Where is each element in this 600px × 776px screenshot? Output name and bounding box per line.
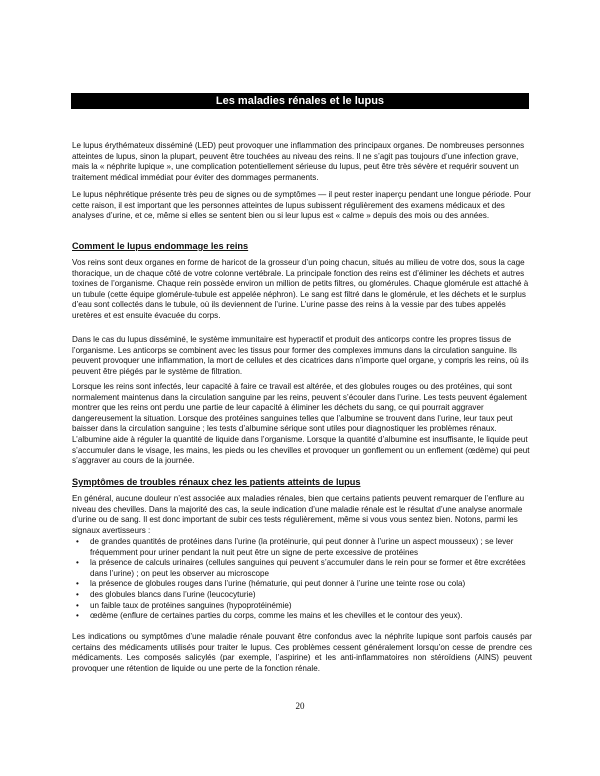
section1-paragraph-2 — [72, 335, 532, 377]
section1-paragraph-3 — [72, 382, 532, 467]
list-item — [76, 537, 532, 558]
list-item — [76, 558, 532, 579]
page-number: 20 — [295, 701, 305, 711]
section-heading: Symptômes de troubles rénaux chez les patients atteints de lupus — [72, 477, 361, 487]
section2-closing — [72, 632, 532, 674]
page-title: Les maladies rénales et le lupus — [71, 93, 529, 109]
list-item — [76, 589, 532, 601]
list-item-text: des globules blancs dans l’urine (leucocyturie) — [90, 589, 256, 599]
bullet-icon: • — [76, 600, 79, 610]
section2-intro — [72, 494, 532, 536]
section2-intro-text: En général, aucune douleur n’est associée aux maladies rénales, bien que certains patients peuvent remarquer de l’enflure au niveau des chevilles. Dans la majorité des cas, la seule indication d’une maladie rénale est le résultat d’une analyse anormale d’urine ou de sang. Il est donc important de subir ces tests régulièrement, même si vous vous sentez bien. Notons, parmi les signaux avertisseurs : — [72, 494, 525, 535]
intro-text-1: Le lupus érythémateux disséminé (LED) peut provoquer une inflammation des principaux organes. De nombreuses personnes atteintes de lupus, sinon la plupart, peuvent être touchées au niveau des reins. Il ne s’agit pas toujours d’une infection grave, mais la « néphrite lupique », une complication potentiellement sérieuse du lupus, peut être très sévère et requérir souvent un traitement médical immédiat pour éviter des dommages permanents. — [72, 141, 525, 182]
section-heading-symptoms — [72, 477, 532, 488]
section1-text-1: Vos reins sont deux organes en forme de haricot de la grosseur d’un poing chacun, situés au milieu de votre dos, sous la cage thoracique, un de chaque côté de votre colonne vertébrale. La principale fonction des reins est d’éliminer les déchets et autres toxines de l’organisme. Chaque rein possède environ un million de petits filtres, ou glomérules. Chaque glomérule est attaché à un tubule (cette équipe glomérule-tubule est appelée néphron). Le sang est filtré dans le glomérule, et les déchets et le surplus d’eau sont collectés dans le tubule, où ils deviennent de l’urine. L’urine passe des reins à la vessie par des tubes appelés uretères et est ensuite évacuée du corps. — [72, 258, 529, 320]
list-item-text: un faible taux de protéines sanguines (hypoprotéinémie) — [90, 600, 292, 610]
section-heading-kidneys — [72, 241, 532, 252]
symptom-list — [72, 537, 532, 622]
intro-paragraph-1 — [72, 141, 532, 183]
bullet-icon: • — [76, 611, 79, 621]
bullet-icon: • — [76, 589, 79, 599]
bullet-icon: • — [76, 558, 79, 568]
section1-text-3: Lorsque les reins sont infectés, leur capacité à faire ce travail est altérée, et des globules rouges ou des protéines, qui sont normalement maintenus dans la circulation sanguine par les reins, peuvent s’écouler dans l’urine. Les tests peuvent également montrer que les reins ont perdu une partie de leur capacité à éliminer les déchets du sang, ce qui pourrait aggraver dangereusement la situation. Lorsque des protéines sanguines telles que l’albumine se trouvent dans l’urine, leur taux peut baisser dans la circulation sanguine ; les tests d’albumine sérique sont utiles pour diagnostiquer les problèmes rénaux. L’albumine aide à réguler la quantité de liquide dans l’organisme. Lorsque la quantité d’albumine est insuffisante, le liquide peut s’accumuler dans le visage, les mains, les pieds ou les chevilles et provoquer un gonflement ou un enflement (œdème) qui peut s’aggraver au cours de la journée. — [72, 382, 530, 466]
section1-text-2: Dans le cas du lupus disséminé, le système immunitaire est hyperactif et produit des anticorps contre les propres tissus de l’organisme. Les anticorps se combinent avec les tissus pour former des complexes immuns dans la circulation sanguine. Ils peuvent provoquer une inflammation, la mort de cellules et des cicatrices dans n’importe quel organe, y compris les reins, où ils peuvent être piégés par le système de filtration. — [72, 335, 529, 376]
intro-paragraph-2 — [72, 190, 532, 222]
list-item — [76, 600, 532, 612]
section2-closing-text: Les indications ou symptômes d’une maladie rénale pouvant être confondus avec la néphrite lupique sont parfois causés par certains des médicaments utilisés pour traiter le lupus. Ces problèmes cessent généralement lorsqu’on cesse de prendre ces médicaments. Les composés salicylés (par exemple, l’aspirine) et les anti-inflammatoires non stéroïdiens (AINS) peuvent provoquer une rétention de liquide ou une perte de la fonction rénale. — [72, 632, 532, 673]
list-item-text: la présence de calculs urinaires (cellules sanguines qui peuvent s’accumuler dans le rein pour se former et être excrétées dans l’urine) ; on peut les observer au microscope — [90, 558, 526, 578]
list-item — [76, 579, 532, 590]
bullet-icon: • — [76, 537, 79, 546]
list-item-text: de grandes quantités de protéines dans l’urine (la protéinurie, qui peut donner à l’urine un aspect mousseux) ; se lever fréquemment pour uriner pendant la nuit peut être un signe de perte excessive de protéines — [90, 537, 514, 557]
list-item — [76, 611, 532, 622]
intro-text-2: Le lupus néphrétique présente très peu de signes ou de symptômes — il peut rester inaperçu pendant une longue période. Pour cette raison, il est important que les personnes atteintes de lupus subissent régulièrement des examens médicaux et des analyses d’urine, et ce, même si elles se sentent bien ou si leur lupus est « calme » depuis des mois ou des années. — [72, 190, 531, 221]
bullet-icon: • — [76, 579, 79, 589]
section-heading: Comment le lupus endommage les reins — [72, 241, 249, 251]
list-item-text: la présence de globules rouges dans l’urine (hématurie, qui peut donner à l’urine une teinte rose ou cola) — [90, 579, 466, 589]
list-item-text: œdème (enflure de certaines parties du corps, comme les mains et les chevilles et le contour des yeux). — [90, 611, 463, 621]
section1-paragraph-1 — [72, 258, 532, 322]
